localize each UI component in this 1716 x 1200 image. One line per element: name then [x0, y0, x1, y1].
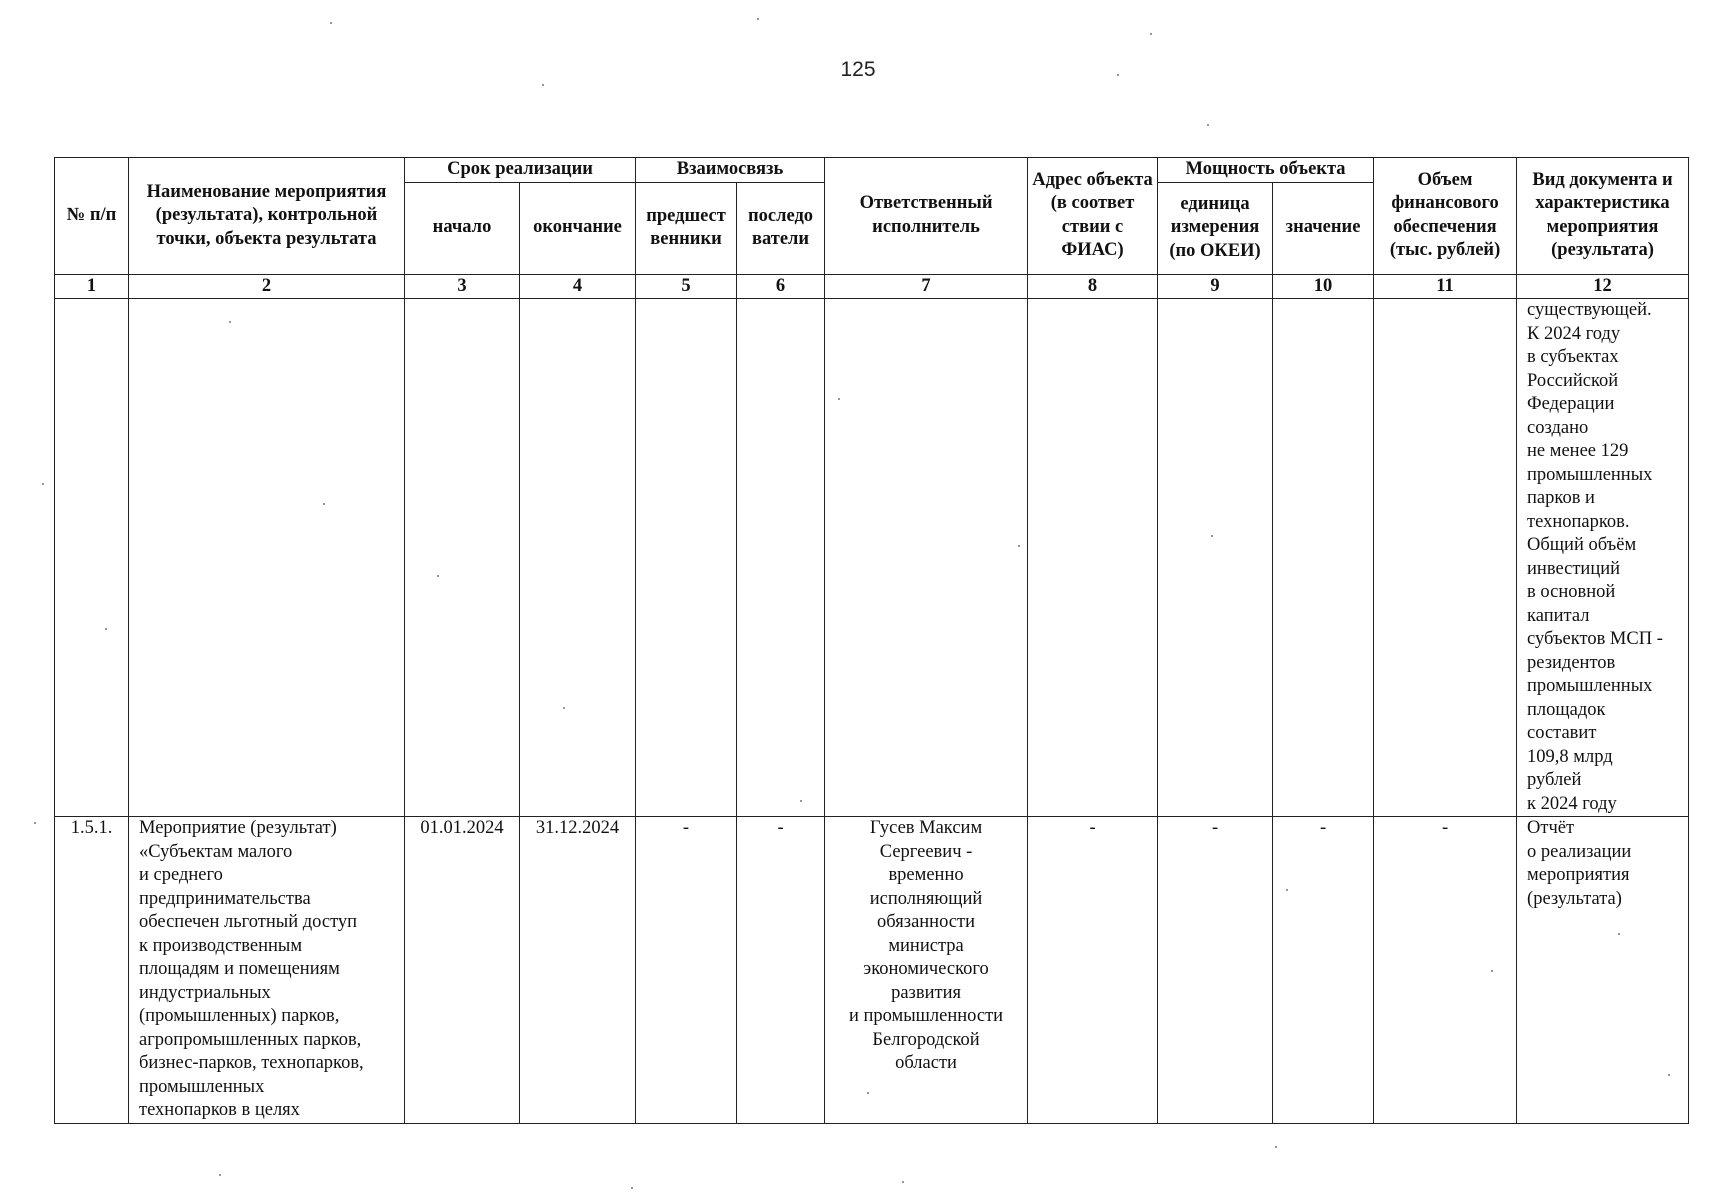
column-number-row: [55, 274, 1689, 299]
empty-cell: [520, 299, 636, 817]
scan-speck: [323, 503, 325, 505]
scan-speck: [838, 398, 840, 400]
empty-cell: [1158, 299, 1273, 817]
column-number: 10: [1273, 274, 1374, 299]
empty-cell: [737, 299, 825, 817]
scan-speck: [1668, 1074, 1670, 1076]
empty-cell: [1028, 299, 1158, 817]
row-responsible: Гусев Максим Сергеевич - временно исполняющий обязанности министра экономического развития и промышленности Белгородской области: [825, 817, 1028, 1124]
scan-speck: [1286, 889, 1288, 891]
column-number: 2: [129, 274, 405, 299]
column-number: 6: [737, 274, 825, 299]
continuation-doc-text: существующей. К 2024 году в субъектах Российской Федерации создано не менее 129 промышленных парков и технопарков. Общий объём инвестиций в основной капитал субъектов МСП - резидентов промышленных площадок составит 109,8 млрд рублей к 2024 году: [1517, 299, 1689, 817]
header-doc-type: Вид документа и характеристика мероприятия (результата): [1517, 158, 1689, 275]
header-link: Взаимосвязь: [636, 158, 825, 183]
scan-speck: [1207, 124, 1209, 126]
column-number: 1: [55, 274, 129, 299]
column-number: 7: [825, 274, 1028, 299]
column-number: 11: [1374, 274, 1517, 299]
row-successors: -: [737, 817, 825, 1124]
header-num: № п/п: [55, 158, 129, 275]
scan-speck: [1117, 74, 1119, 76]
scan-speck: [437, 575, 439, 577]
scan-speck: [1018, 545, 1020, 547]
column-number: 12: [1517, 274, 1689, 299]
row-doc-type: Отчёт о реализации мероприятия (результата): [1517, 817, 1689, 1124]
header-link-pred: предшест венники: [636, 182, 737, 274]
scan-speck: [542, 84, 544, 86]
empty-cell: [825, 299, 1028, 817]
header-address: Адрес объекта (в соответ ствии с ФИАС): [1028, 158, 1158, 275]
column-number: 5: [636, 274, 737, 299]
column-number: 3: [405, 274, 520, 299]
header-capacity: Мощность объекта: [1158, 158, 1374, 183]
empty-cell: [405, 299, 520, 817]
row-name: Мероприятие (результат) «Субъектам малого и среднего предпринимательства обеспечен льготный доступ к производственным площадям и помещениям индустриальных (промышленных) парков, агропромышленных парков, бизнес-парков, технопарков, промышленных технопарков в целях: [129, 817, 405, 1124]
scan-speck: [867, 1092, 869, 1094]
scan-speck: [219, 1174, 221, 1176]
row-finance: -: [1374, 817, 1517, 1124]
header-link-succ: последо ватели: [737, 182, 825, 274]
row-address: -: [1028, 817, 1158, 1124]
header-responsible: Ответственный исполнитель: [825, 158, 1028, 275]
scan-speck: [1150, 33, 1152, 35]
header-term: Срок реализации: [405, 158, 636, 183]
header-cap-value: значение: [1273, 182, 1374, 274]
empty-cell: [55, 299, 129, 817]
empty-cell: [1374, 299, 1517, 817]
column-number: 8: [1028, 274, 1158, 299]
row-predecessors: -: [636, 817, 737, 1124]
scan-speck: [1618, 933, 1620, 935]
scan-speck: [631, 1187, 633, 1189]
scan-speck: [1491, 970, 1493, 972]
header-finance: Объем финансового обеспечения (тыс. рублей): [1374, 158, 1517, 275]
header-name: Наименование мероприятия (результата), контрольной точки, объекта результата: [129, 158, 405, 275]
scan-speck: [330, 22, 332, 24]
scan-speck: [229, 321, 231, 323]
page-number: 125: [840, 58, 876, 81]
scan-speck: [105, 628, 107, 630]
scan-speck: [902, 1181, 904, 1183]
scan-speck: [34, 822, 36, 824]
column-number: 9: [1158, 274, 1273, 299]
scan-speck: [1211, 535, 1213, 537]
row-capacity-value: -: [1273, 817, 1374, 1124]
plan-table: [54, 157, 1689, 1124]
scan-speck: [757, 18, 759, 20]
header-term-end: окончание: [520, 182, 636, 274]
row-start-date: 01.01.2024: [405, 817, 520, 1124]
table-row: [55, 817, 1689, 1124]
empty-cell: [129, 299, 405, 817]
scan-speck: [42, 483, 44, 485]
scan-speck: [1275, 1146, 1277, 1148]
row-capacity-unit: -: [1158, 817, 1273, 1124]
scan-speck: [563, 707, 565, 709]
empty-cell: [636, 299, 737, 817]
scan-speck: [800, 800, 802, 802]
row-end-date: 31.12.2024: [520, 817, 636, 1124]
column-number: 4: [520, 274, 636, 299]
header-row-1: [55, 158, 1689, 183]
row-number: 1.5.1.: [55, 817, 129, 1124]
header-cap-unit: единица измерения (по ОКЕИ): [1158, 182, 1273, 274]
empty-cell: [1273, 299, 1374, 817]
continuation-row: [55, 299, 1689, 817]
header-term-start: начало: [405, 182, 520, 274]
